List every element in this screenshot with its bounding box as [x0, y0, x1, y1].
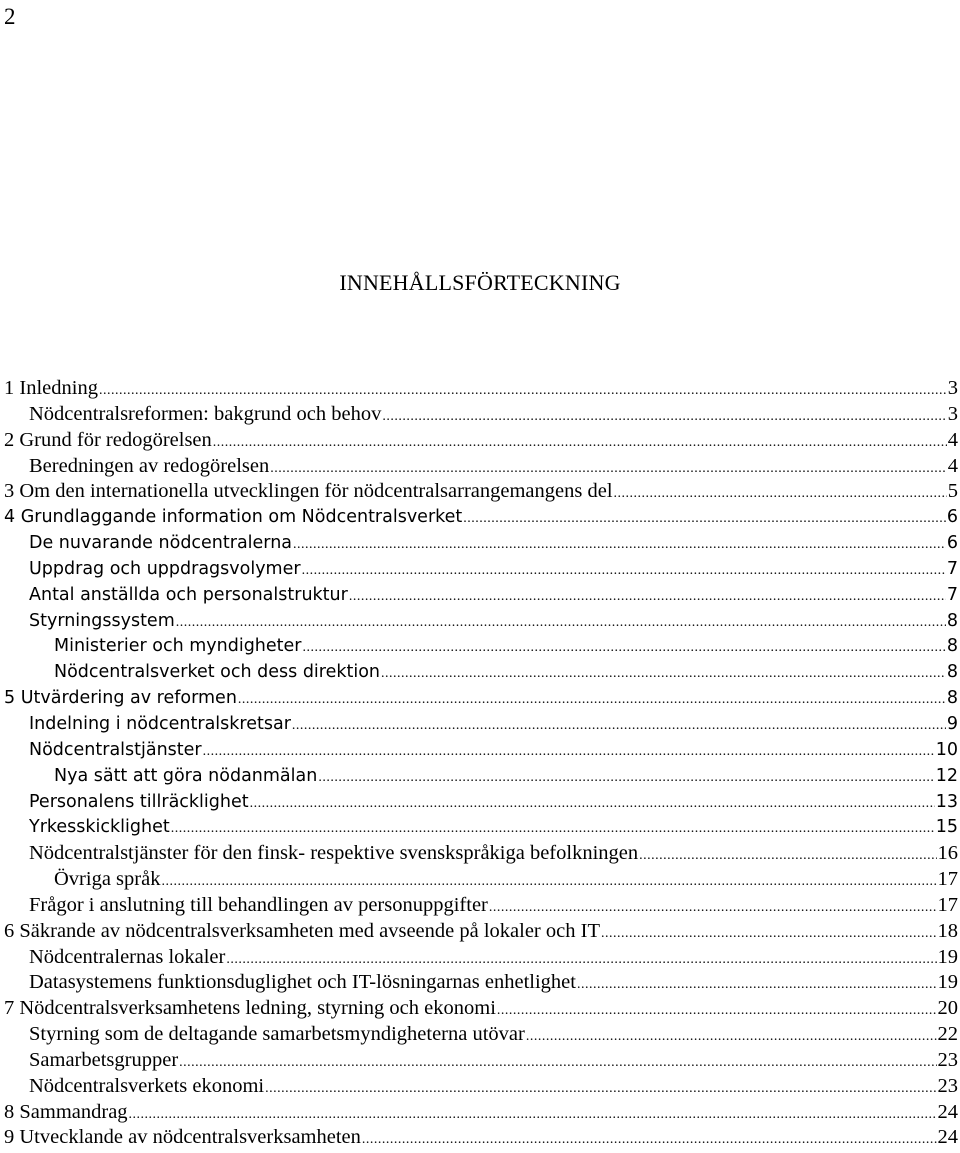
toc-entry[interactable] — [4, 841, 958, 867]
toc-entry-page-number: 16 — [937, 842, 958, 865]
dot-leader — [318, 765, 934, 791]
dot-leader — [526, 1024, 937, 1050]
toc-entry-title: Nödcentralsverkets ekonomi — [29, 1074, 265, 1097]
toc-entry[interactable] — [4, 764, 958, 790]
toc-entry[interactable] — [4, 893, 958, 919]
dot-leader — [639, 843, 936, 869]
dot-leader — [614, 481, 947, 507]
dot-leader — [176, 610, 946, 636]
dot-leader — [463, 506, 946, 532]
page-number: 2 — [4, 4, 16, 29]
toc-entry-title: Antal anställda och personalstruktur — [29, 584, 348, 605]
dot-leader — [293, 532, 946, 558]
toc-entry[interactable] — [4, 609, 958, 635]
toc-entry-title: Uppdrag och uppdragsvolymer — [29, 558, 301, 579]
toc-entry-title: De nuvarande nödcentralerna — [29, 533, 293, 554]
toc-entry[interactable] — [4, 1022, 958, 1048]
toc-entry-title: 9 Utvecklande av nödcentralsverksamheten — [4, 1126, 361, 1149]
dot-leader — [250, 791, 935, 817]
dot-leader — [601, 921, 937, 947]
toc-entry-page-number: 22 — [937, 1023, 958, 1046]
toc-entry[interactable] — [4, 712, 958, 738]
dot-leader — [381, 661, 946, 687]
dot-leader — [179, 1050, 936, 1076]
dot-leader — [171, 816, 935, 842]
toc-entry-title: Yrkesskicklighet — [29, 817, 170, 838]
toc-entry[interactable] — [4, 790, 958, 816]
toc-entry-title: Nya sätt att göra nödanmälan — [54, 765, 318, 786]
dot-leader — [349, 584, 946, 610]
toc-entry[interactable] — [4, 428, 958, 454]
toc-entry-page-number: 6 — [946, 533, 958, 554]
toc-entry-page-number: 7 — [946, 558, 958, 579]
toc-entry-page-number: 4 — [947, 428, 958, 451]
toc-entry-page-number: 5 — [947, 480, 958, 503]
dot-leader — [129, 1102, 937, 1128]
toc-entry[interactable] — [4, 738, 958, 764]
dot-leader — [302, 558, 946, 584]
toc-entry[interactable] — [4, 970, 958, 996]
dot-leader — [292, 713, 946, 739]
toc-entry[interactable] — [4, 531, 958, 557]
toc-entry-page-number: 20 — [937, 997, 958, 1020]
toc-entry-title: Beredningen av redogörelsen — [29, 454, 270, 477]
dot-leader — [238, 687, 946, 713]
toc-entry-page-number: 19 — [937, 971, 958, 994]
toc-entry-title: 2 Grund för redogörelsen — [4, 428, 212, 451]
toc-entry-page-number: 12 — [935, 765, 958, 786]
dot-leader — [497, 998, 937, 1024]
dot-leader — [203, 739, 935, 765]
toc-entry-title: Nödcentralstjänster — [29, 739, 202, 760]
toc-entry[interactable] — [4, 479, 958, 505]
toc-entry-page-number: 23 — [937, 1048, 958, 1071]
toc-entry[interactable] — [4, 557, 958, 583]
toc-entry-page-number: 3 — [947, 377, 958, 399]
toc-entry-title: Datasystemens funktionsduglighet och IT-lösningarnas enhetlighet — [29, 971, 576, 994]
toc-entry-title: Övriga språk — [54, 868, 161, 891]
toc-entry-title: Indelning i nödcentralskretsar — [29, 713, 291, 734]
dot-leader — [302, 635, 945, 661]
toc-entry[interactable] — [4, 454, 958, 480]
toc-entry-page-number: 23 — [937, 1074, 958, 1097]
toc-entry-page-number: 7 — [946, 584, 958, 605]
toc-entry[interactable] — [4, 867, 958, 893]
dot-leader — [382, 404, 946, 430]
toc-entry-page-number: 24 — [937, 1100, 958, 1123]
toc-entry[interactable] — [4, 1100, 958, 1126]
toc-entry-page-number: 17 — [937, 868, 958, 891]
dot-leader — [577, 972, 937, 998]
toc-entry[interactable] — [4, 583, 958, 609]
toc-entry-title: 1 Inledning — [4, 377, 98, 399]
toc-entry-page-number: 13 — [935, 791, 958, 812]
toc-entry-page-number: 8 — [946, 610, 958, 631]
toc-entry-title: Frågor i anslutning till behandlingen av personuppgifter — [29, 893, 488, 916]
toc-entry[interactable] — [4, 815, 958, 841]
toc-entry-title: 4 Grundlaggande information om Nödcentralsverket — [4, 507, 463, 528]
dot-leader — [362, 1127, 937, 1153]
toc-entry-title: 5 Utvärdering av reformen — [4, 688, 237, 709]
toc-entry[interactable] — [4, 1074, 958, 1100]
toc-entry-page-number: 8 — [946, 688, 958, 709]
toc-entry-page-number: 15 — [935, 817, 958, 838]
dot-leader — [213, 430, 947, 456]
toc-entry[interactable] — [4, 376, 958, 402]
toc-entry[interactable] — [4, 660, 958, 686]
toc-entry-title: 6 Säkrande av nödcentralsverksamheten med avseende på lokaler och IT — [4, 919, 600, 942]
dot-leader — [489, 895, 937, 921]
toc-entry-page-number: 8 — [946, 662, 958, 683]
dot-leader — [270, 456, 947, 482]
toc-entry-title: 3 Om den internationella utvecklingen för nödcentralsarrangemangens del — [4, 480, 613, 503]
toc-entry[interactable] — [4, 1048, 958, 1074]
toc-entry-title: Styrning som de deltagande samarbetsmyndigheterna utövar — [29, 1023, 525, 1046]
toc-entry-title: Personalens tillräcklighet — [29, 791, 249, 812]
toc-entry-page-number: 4 — [947, 454, 958, 477]
toc-entry[interactable] — [4, 402, 958, 428]
toc-entry-page-number: 8 — [946, 636, 958, 657]
dot-leader — [265, 1076, 936, 1102]
toc-entry[interactable] — [4, 996, 958, 1022]
dot-leader — [161, 869, 936, 895]
toc-entry-page-number: 9 — [946, 713, 958, 734]
toc-entry[interactable] — [4, 634, 958, 660]
toc-entry-title: Nödcentralsverket och dess direktion — [54, 662, 381, 683]
toc-entry[interactable] — [4, 1125, 958, 1151]
dot-leader — [226, 947, 936, 973]
toc-title: INNEHÅLLSFÖRTECKNING — [339, 270, 621, 295]
dot-leader — [99, 378, 947, 404]
toc-entry-title: 7 Nödcentralsverksamhetens ledning, styrning och ekonomi — [4, 997, 496, 1020]
toc-entry[interactable] — [4, 945, 958, 971]
toc-entry-title: Nödcentralsreformen: bakgrund och behov — [29, 402, 382, 425]
toc-entry-title: Samarbetsgrupper — [29, 1048, 179, 1071]
toc-entry-title: 8 Sammandrag — [4, 1100, 128, 1123]
toc-entry-page-number: 17 — [937, 893, 958, 916]
toc-entry-page-number: 19 — [937, 945, 958, 968]
toc-entry[interactable] — [4, 686, 958, 712]
toc-entry[interactable] — [4, 919, 958, 945]
toc-entry-page-number: 10 — [935, 739, 958, 760]
toc-entry-title: Nödcentralstjänster för den finsk- respektive svenskspråkiga befolkningen — [29, 842, 639, 865]
toc-entry-page-number: 3 — [947, 402, 958, 425]
toc-entry-page-number: 24 — [937, 1126, 958, 1149]
table-of-contents — [4, 376, 958, 1151]
toc-entry-title: Nödcentralernas lokaler — [29, 945, 226, 968]
toc-entry-page-number: 6 — [946, 507, 958, 528]
toc-entry-title: Styrningssystem — [29, 610, 175, 631]
toc-entry-title: Ministerier och myndigheter — [54, 636, 302, 657]
toc-entry-page-number: 18 — [937, 919, 958, 942]
toc-entry[interactable] — [4, 505, 958, 531]
